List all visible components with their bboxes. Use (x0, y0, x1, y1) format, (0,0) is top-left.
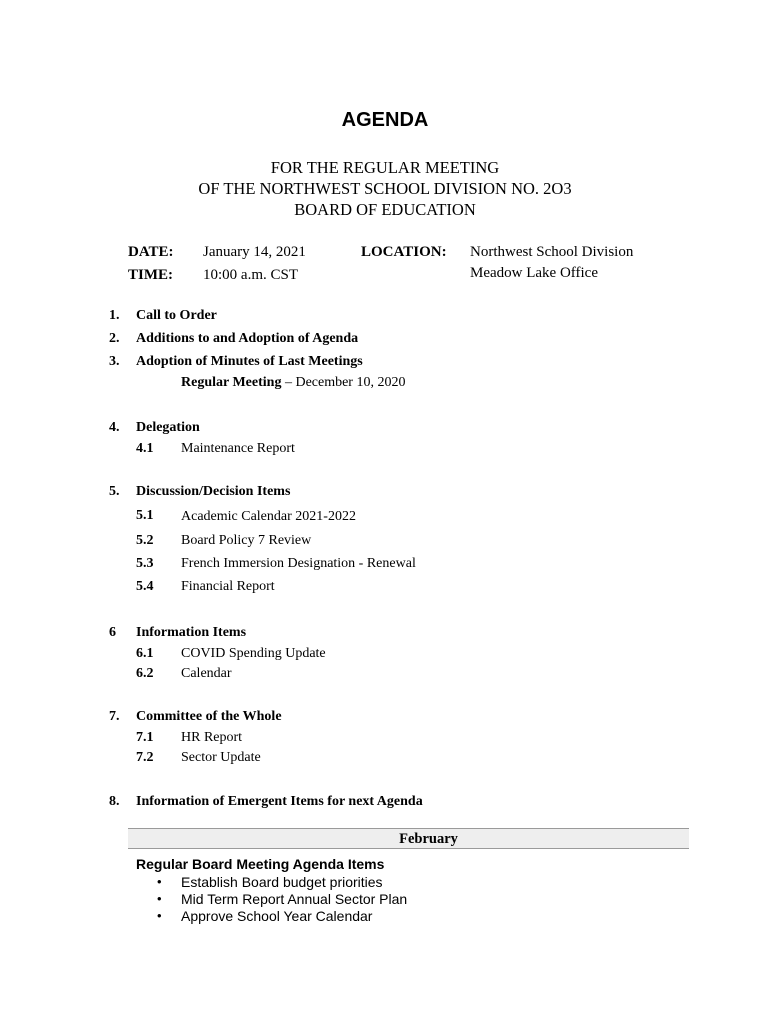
item-heading: Discussion/Decision Items (136, 484, 291, 499)
subitem-text: HR Report (181, 730, 243, 745)
minutes-detail (181, 375, 405, 391)
subitem-number: 7.2 (136, 750, 154, 765)
february-bullet-item: Establish Board budget priorities (181, 874, 383, 890)
location-label: LOCATION: (361, 244, 447, 260)
subitem-text: Maintenance Report (181, 441, 295, 456)
item-heading: Committee of the Whole (136, 709, 282, 724)
subitem-text: COVID Spending Update (181, 646, 326, 661)
item-heading: Information Items (136, 625, 247, 640)
bullet-icon: • (157, 874, 162, 889)
item-number: 1. (109, 308, 120, 323)
item-number: 4. (109, 420, 120, 435)
item-heading: Information of Emergent Items for next Agenda (136, 794, 423, 809)
minutes-meeting-type: Regular Meeting (181, 375, 282, 390)
subitem-text: French Immersion Designation - Renewal (181, 556, 416, 571)
item-number: 5. (109, 484, 120, 499)
subitem-text: Sector Update (181, 750, 261, 765)
item-heading: Delegation (136, 420, 200, 435)
date-value: January 14, 2021 (203, 244, 306, 260)
item-number: 3. (109, 354, 120, 369)
date-label: DATE: (128, 244, 174, 260)
minutes-date: – December 10, 2020 (281, 375, 406, 390)
subitem-number: 5.4 (136, 579, 154, 594)
item-number: 7. (109, 709, 120, 724)
subtitle-line-2: OF THE NORTHWEST SCHOOL DIVISION NO. 2O3 (198, 179, 572, 198)
subitem-text: Calendar (181, 666, 232, 681)
item-number: 8. (109, 794, 120, 809)
subitem-number: 5.3 (136, 556, 154, 571)
location-line-1: Northwest School Division (470, 244, 634, 260)
subtitle-line-1: FOR THE REGULAR MEETING (270, 158, 500, 177)
item-number: 2. (109, 331, 120, 346)
item-heading: Additions to and Adoption of Agenda (136, 331, 359, 346)
item-heading: Adoption of Minutes of Last Meetings (136, 354, 363, 369)
february-bullet-item: Approve School Year Calendar (181, 908, 373, 924)
bullet-icon: • (157, 891, 162, 906)
time-label: TIME: (128, 267, 173, 283)
time-value: 10:00 a.m. CST (203, 267, 299, 283)
page-title: AGENDA (341, 109, 429, 131)
february-bullet-item: Mid Term Report Annual Sector Plan (181, 891, 408, 907)
subitem-text: Board Policy 7 Review (181, 533, 312, 548)
subitem-number: 6.1 (136, 646, 154, 661)
bullet-icon: • (157, 908, 162, 923)
item-heading: Call to Order (136, 308, 217, 323)
subitem-number: 4.1 (136, 441, 154, 456)
location-line-2: Meadow Lake Office (470, 265, 598, 281)
subitem-number: 7.1 (136, 730, 154, 745)
subitem-number: 5.1 (136, 508, 154, 523)
subtitle-line-3: BOARD OF EDUCATION (294, 200, 476, 219)
subitem-number: 6.2 (136, 666, 154, 681)
subitem-text: Academic Calendar 2021-2022 (181, 509, 356, 524)
item-number: 6 (109, 625, 116, 640)
subitem-text: Financial Report (181, 579, 275, 594)
february-header: February (128, 828, 689, 849)
subitem-number: 5.2 (136, 533, 154, 548)
february-section-title: Regular Board Meeting Agenda Items (136, 856, 385, 872)
